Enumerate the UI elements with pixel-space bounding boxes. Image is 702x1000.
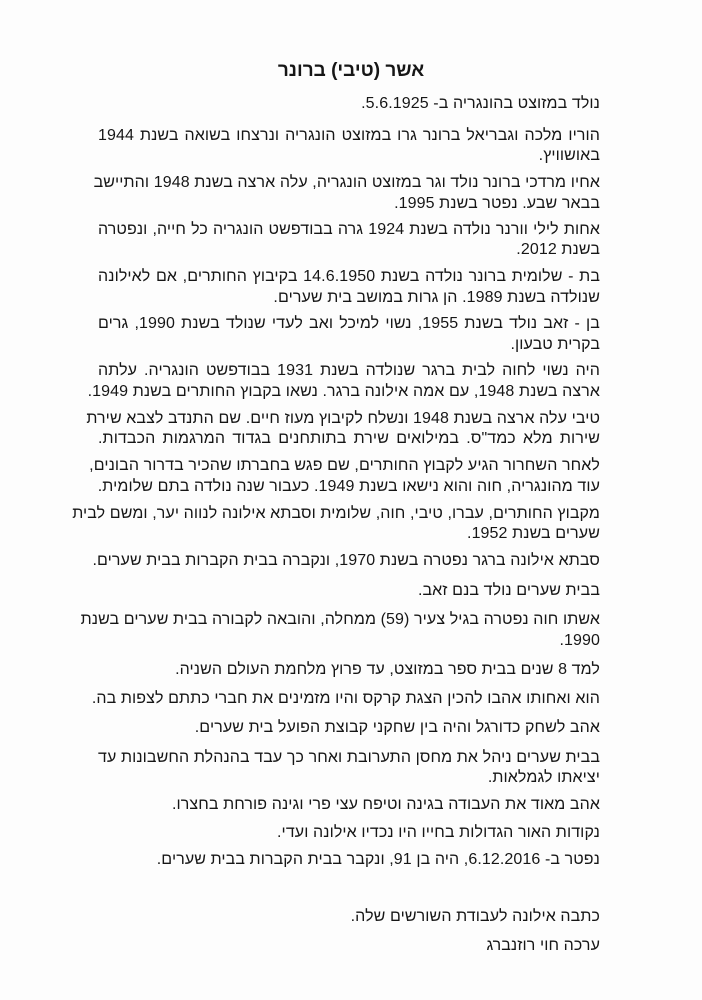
text-line: בן - זאב נולד בשנת 1955, נשוי למיכל ואב לעדי שנולד בשנת 1990, גרים	[98, 315, 600, 332]
text-line: לאחר השחרור הגיע לקבוץ החותרים, שם פגש בחברתו שהכיר בדרור הבונים,	[89, 457, 600, 474]
text-line: בבית שערים ניהל את מחסן התערובת ואחר כך עבד בהנהלת החשבונות עד	[98, 749, 600, 766]
text-line: אחות לילי וורנר נולדה בשנת 1924 גרה בבודפשט הונגריה כל חייה, ונפטרה	[98, 221, 601, 238]
text-line: בת - שלומית ברונר נולדה בשנת 14.6.1950 בקיבוץ החותרים, אם לאילונה	[98, 268, 600, 285]
text-line: היה נשוי לחוה לבית ברגר שנולדה בשנת 1931 בבודפשט הונגריה. עלתה	[98, 362, 601, 379]
text-line: נקודות האור הגדולות בחייו היו נכדיו אילונה ועדי.	[277, 824, 600, 841]
text-line: בקרית טבעון.	[510, 336, 600, 353]
text-line: בבאר שבע. נפטר בשנת 1995.	[394, 195, 600, 212]
text-line: שירות מלא כמד"ס. במילואים שירת בתותחנים בגדוד המרגמות הכבדות.	[98, 430, 600, 447]
text-line: אהב מאוד את העבודה בגינה וטיפח עצי פרי וגינה פורחת בחצרו.	[171, 796, 600, 813]
text-line: עוד מהונגריה, חוה והוא נישאו בשנת 1949. כעבור שנה נולדה בתם שלומית.	[97, 478, 600, 495]
text-line: נולד במזוצט בהונגריה ב- 5.6.1925.	[361, 95, 600, 112]
text-line: סבתא אילונה ברגר נפטרה בשנת 1970, ונקברה בבית הקברות בבית שערים.	[92, 552, 600, 569]
text-line: אהב לשחק כדורגל והיה בין שחקני קבוצת הפועל בית שערים.	[194, 719, 600, 736]
text-line: הוא ואחותו אהבו להכין הצגת קרקס והיו מזמינים את חברי כתתם לצפות בה.	[91, 690, 600, 707]
text-line: נפטר ב- 6.12.2016, היה בן 91, ונקבר בבית הקברות בבית שערים.	[156, 851, 600, 868]
text-line: אשתו חוה נפטרה בגיל צעיר (59) ממחלה, והובאה לקבורה בבית שערים בשנת	[80, 611, 600, 628]
text-line: אחיו מרדכי ברונר נולד וגר במזוצט הונגריה, עלה ארצה בשנת 1948 והתיישב	[93, 174, 600, 191]
text-line: הוריו מלכה וגבריאל ברונר גרו במזוצט הונגריה ונרצחו בשואה בשנת 1944	[98, 127, 600, 144]
text-line: שערים בשנת 1952.	[467, 525, 600, 542]
text-line: ארצה בשנת 1948, עם אמה אילונה ברגר. נשאו בקבוץ החותרים בשנת 1949.	[87, 383, 600, 400]
text-line: באושוויץ.	[538, 147, 600, 164]
signature-line: כתבה אילונה לעבודת השורשים שלה.	[350, 908, 600, 925]
document-title: אשר (טיבי) ברונר	[277, 60, 425, 81]
editor-line: ערכה חוי רוזנברג	[486, 937, 600, 954]
text-line: 1990.	[559, 632, 600, 649]
text-line: טיבי עלה ארצה בשנת 1948 ונשלח לקיבוץ מעוז חיים. שם התנדב לצבא שירת	[86, 410, 600, 427]
text-line: למד 8 שנים בבית ספר במזוצט, עד פרוץ מלחמת העולם השניה.	[175, 661, 600, 678]
text-line: בשנת 2012.	[516, 241, 600, 258]
text-line: שנולדה בשנת 1989. הן גרות במושב בית שערים.	[273, 289, 600, 306]
text-line: מקבוץ החותרים, עברו, טיבי, חוה, שלומית וסבתא אילונה לנווה יער, ומשם לבית	[72, 505, 600, 522]
text-line: יציאתו לגמלאות.	[487, 769, 600, 786]
text-line: בבית שערים נולד בנם זאב.	[417, 582, 600, 599]
